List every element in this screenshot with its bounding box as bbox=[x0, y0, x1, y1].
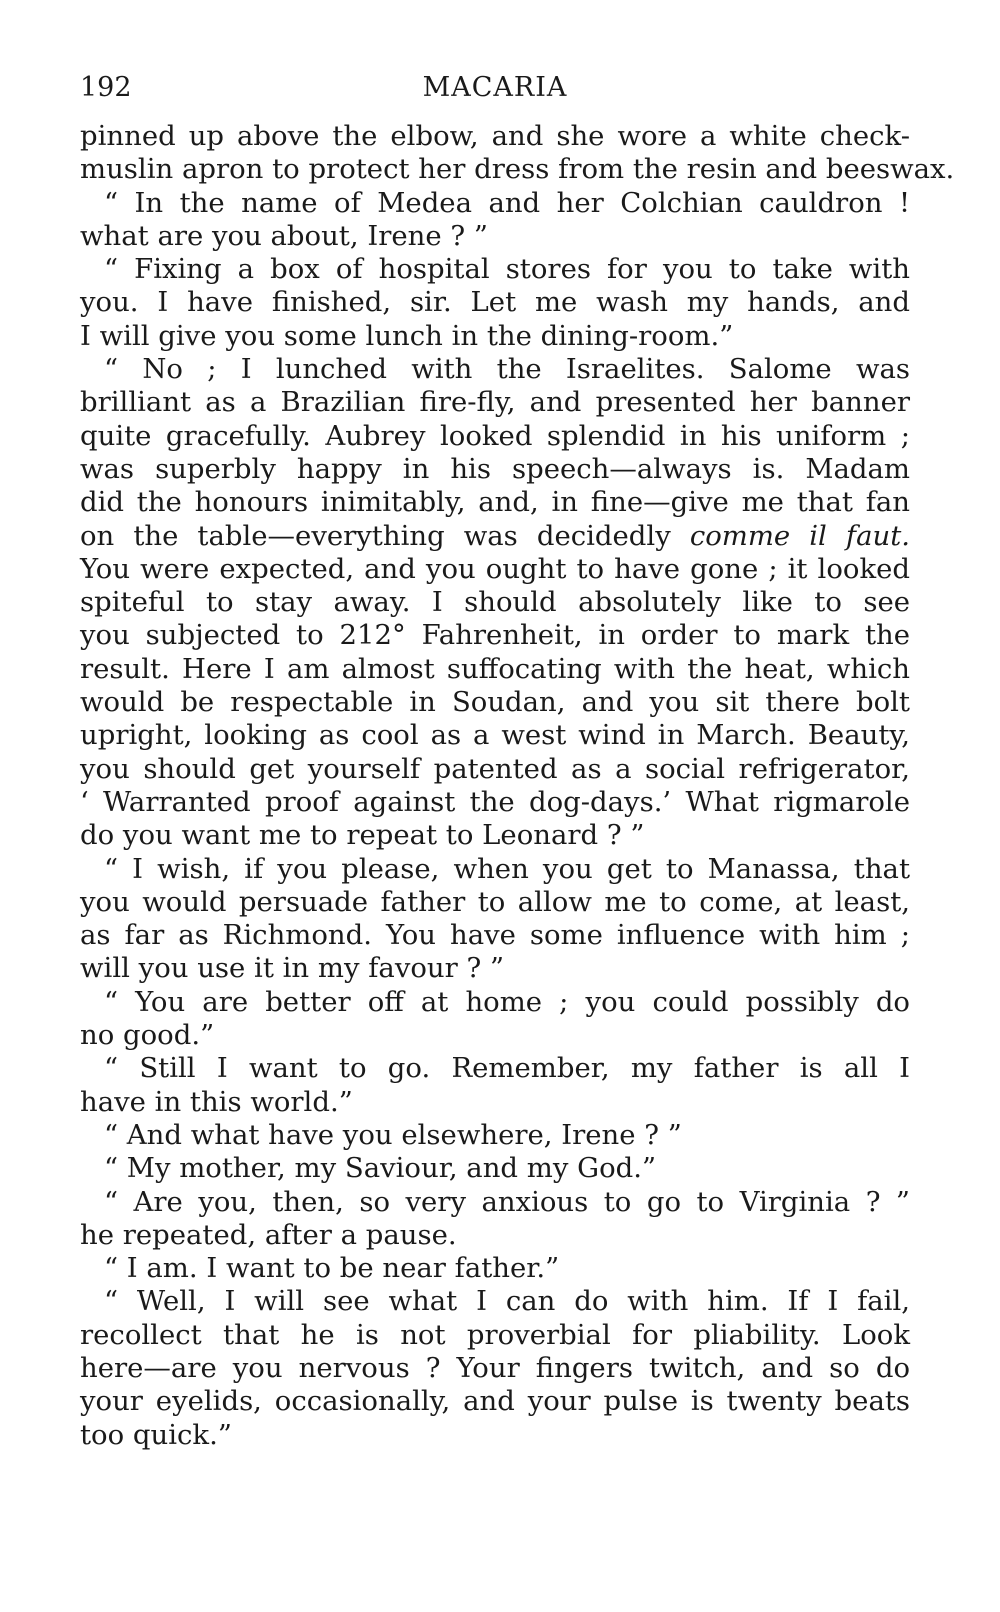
text-line: “ In the name of Medea and her Colchian cauldron ! bbox=[104, 186, 910, 219]
text-line: your eyelids, occasionally, and your pulse is twenty beats bbox=[80, 1385, 910, 1418]
text-line: I will give you some lunch in the dining-room.” bbox=[80, 319, 734, 352]
text-line: what are you about, Irene ? ” bbox=[80, 219, 488, 252]
text-line: pinned up above the elbow, and she wore a white check- bbox=[80, 120, 910, 152]
italic-phrase: comme il faut. bbox=[689, 519, 910, 552]
text-line: result. Here I am almost suffocating with the heat, which bbox=[80, 652, 910, 685]
text-line: “ Are you, then, so very anxious to go to Virginia ? ” bbox=[104, 1185, 910, 1218]
text-line: upright, looking as cool as a west wind in March. Beauty, bbox=[80, 719, 910, 752]
text-line: here—are you nervous ? Your fingers twitch, and so do bbox=[80, 1351, 910, 1384]
running-head bbox=[80, 70, 910, 106]
text-line: too quick.” bbox=[80, 1418, 232, 1451]
text-line: “ And what have you elsewhere, Irene ? ” bbox=[104, 1118, 682, 1151]
text-line: have in this world.” bbox=[80, 1085, 353, 1118]
text-line: ‘ Warranted proof against the dog-days.’ What rigmarole bbox=[80, 785, 910, 818]
text-line: You were expected, and you ought to have gone ; it looked bbox=[80, 552, 910, 585]
text-line: you. I have finished, sir. Let me wash my hands, and bbox=[80, 286, 910, 319]
body-text bbox=[80, 120, 955, 1452]
text-line: “ Fixing a box of hospital stores for you to take with bbox=[104, 253, 910, 286]
text-line: muslin apron to protect her dress from the resin and beeswax. bbox=[80, 153, 955, 186]
text-line: do you want me to repeat to Leonard ? ” bbox=[80, 819, 645, 852]
text-line: did the honours inimitably, and, in fine—give me that fan bbox=[80, 486, 910, 519]
text-line: you would persuade father to allow me to come, at least, bbox=[80, 885, 910, 918]
text-line: “ I wish, if you please, when you get to Manassa, that bbox=[104, 852, 910, 885]
text-line: recollect that he is not proverbial for pliability. Look bbox=[80, 1318, 910, 1351]
text-line: on the table—everything was decidedly comme il faut. bbox=[80, 519, 910, 552]
text-line: “ No ; I lunched with the Israelites. Salome was bbox=[104, 353, 910, 386]
text-line: you should get yourself patented as a social refrigerator, bbox=[80, 752, 910, 785]
text-line: spiteful to stay away. I should absolutely like to see bbox=[80, 586, 910, 619]
text-line: brilliant as a Brazilian fire-fly, and presented her banner bbox=[80, 386, 910, 419]
text-line: he repeated, after a pause. bbox=[80, 1218, 457, 1251]
text-line: was superbly happy in his speech—always is. Madam bbox=[80, 452, 910, 485]
text-line: no good.” bbox=[80, 1019, 215, 1052]
text-line: as far as Richmond. You have some influence with him ; bbox=[80, 919, 910, 952]
text-line: “ Well, I will see what I can do with him. If I fail, bbox=[104, 1285, 910, 1318]
text-line: “ Still I want to go. Remember, my father is all I bbox=[104, 1052, 910, 1085]
page-number: 192 bbox=[80, 72, 132, 103]
text-line: will you use it in my favour ? ” bbox=[80, 952, 505, 985]
text-line: “ My mother, my Saviour, and my God.” bbox=[104, 1152, 657, 1185]
text-line: “ I am. I want to be near father.” bbox=[104, 1252, 560, 1285]
text-line: quite gracefully. Aubrey looked splendid in his uniform ; bbox=[80, 419, 910, 452]
running-title: MACARIA bbox=[422, 72, 568, 103]
text-line: “ You are better off at home ; you could possibly do bbox=[104, 985, 910, 1018]
text-line: would be respectable in Soudan, and you sit there bolt bbox=[80, 686, 910, 719]
text-line: you subjected to 212° Fahrenheit, in order to mark the bbox=[80, 619, 910, 652]
